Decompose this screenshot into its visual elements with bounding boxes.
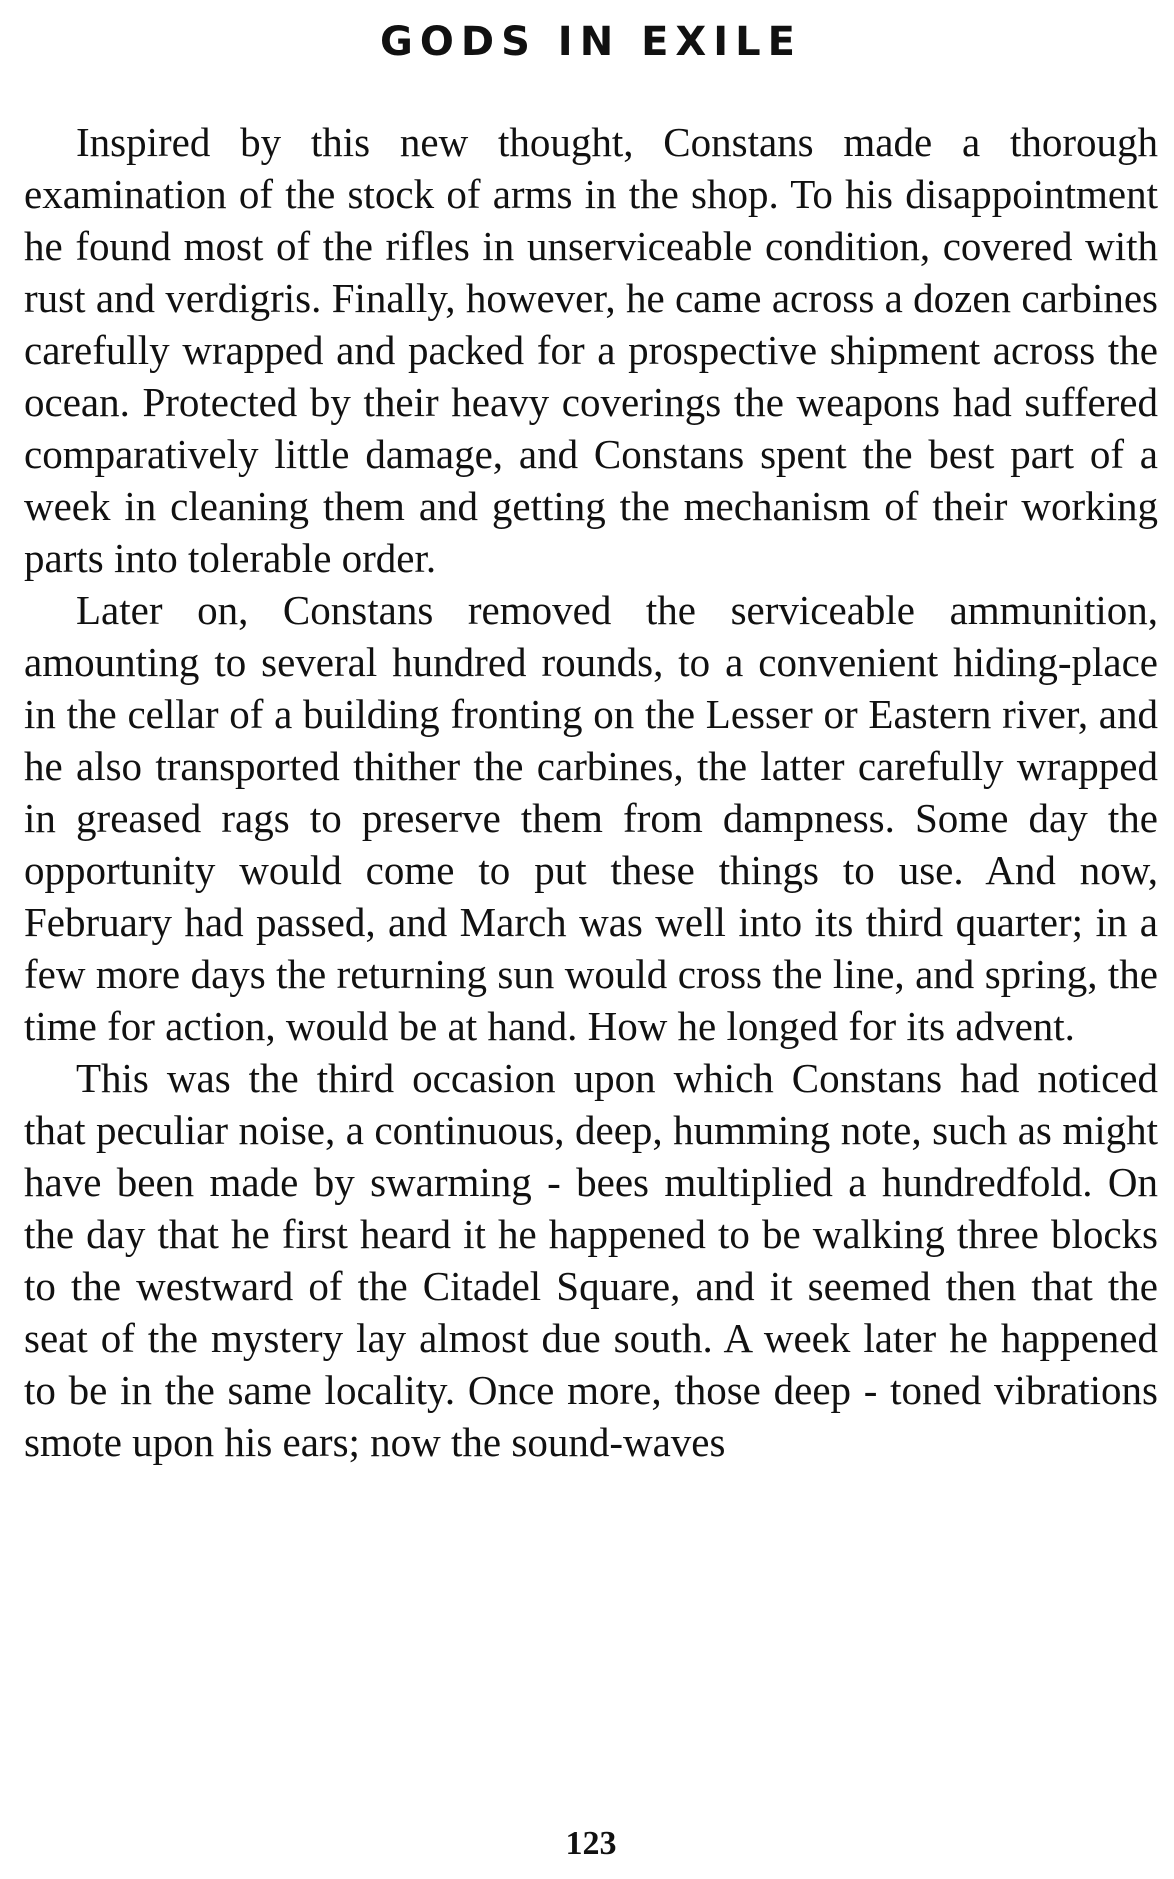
book-page — [24, 14, 1158, 1864]
page-number: 123 — [565, 1825, 617, 1862]
body-text — [24, 116, 1158, 1468]
paragraph-3: This was the third occasion upon which Constans had noticed that peculiar noise, a continuous, deep, humming note, such as might have been made by swarming - bees multiplied a hundredfold. On the day that he first heard it he happened to be walking three blocks to the westward of the Citadel Square, and it seemed then that the seat of the mystery lay almost due south. A week later he happened to be in the same locality. Once more, those deep - toned vibrations smote upon his ears; now the sound-waves — [24, 1055, 1158, 1465]
running-title: GODS IN EXILE — [380, 19, 802, 65]
paragraph-2: Later on, Constans removed the serviceable ammunition, amounting to several hundred rounds, to a convenient hiding-place in the cellar of a building fronting on the Lesser or Eastern river, and he also transported thither the carbines, the latter carefully wrapped in greased rags to preserve them from dampness. Some day the opportunity would come to put these things to use. And now, February had passed, and March was well into its third quarter; in a few more days the returning sun would cross the line, and spring, the time for action, would be at hand. How he longed for its advent. — [24, 587, 1158, 1049]
paragraph-1: Inspired by this new thought, Constans made a thorough examination of the stock of arms in the shop. To his disappointment he found most of the rifles in unserviceable condition, covered with rust and verdigris. Finally, however, he came across a dozen carbines carefully wrapped and packed for a prospective shipment across the ocean. Protected by their heavy coverings the weapons had suffered comparatively little damage, and Constans spent the best part of a week in cleaning them and getting the mechanism of their working parts into tolerable order. — [24, 119, 1158, 581]
